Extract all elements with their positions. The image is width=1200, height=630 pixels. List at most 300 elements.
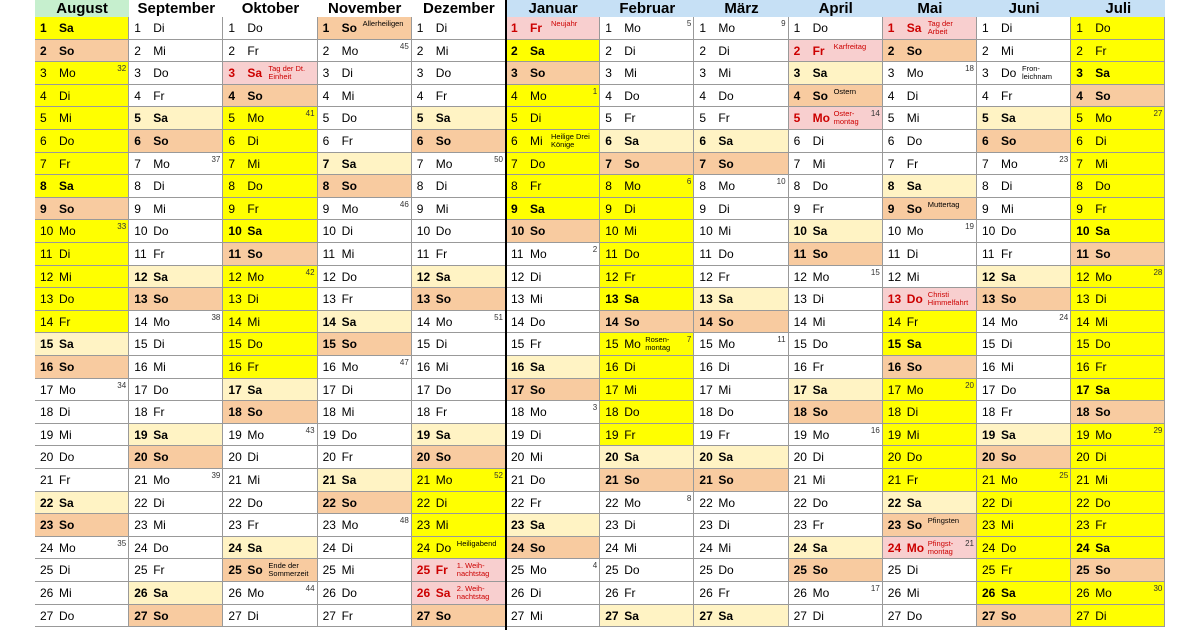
day-cell[interactable] bbox=[318, 605, 412, 628]
day-cell[interactable] bbox=[977, 333, 1071, 356]
day-cell[interactable] bbox=[600, 17, 694, 40]
day-cell[interactable] bbox=[883, 379, 977, 402]
day-cell[interactable] bbox=[35, 266, 129, 289]
day-cell[interactable] bbox=[506, 446, 600, 469]
day-cell[interactable] bbox=[412, 559, 506, 582]
day-cell[interactable] bbox=[506, 492, 600, 515]
day-cell[interactable] bbox=[129, 379, 223, 402]
day-cell[interactable] bbox=[789, 311, 883, 334]
day-cell[interactable] bbox=[318, 582, 412, 605]
day-cell[interactable] bbox=[129, 356, 223, 379]
day-cell[interactable] bbox=[977, 243, 1071, 266]
day-cell[interactable] bbox=[412, 379, 506, 402]
day-cell[interactable] bbox=[223, 198, 317, 221]
day-cell[interactable] bbox=[600, 605, 694, 628]
day-cell[interactable] bbox=[600, 85, 694, 108]
day-cell[interactable] bbox=[506, 266, 600, 289]
day-cell[interactable] bbox=[35, 153, 129, 176]
day-cell[interactable] bbox=[1071, 311, 1165, 334]
day-cell[interactable] bbox=[600, 62, 694, 85]
day-cell[interactable] bbox=[883, 424, 977, 447]
day-cell[interactable] bbox=[789, 401, 883, 424]
day-cell[interactable] bbox=[129, 401, 223, 424]
day-cell[interactable] bbox=[977, 469, 1071, 492]
day-cell[interactable] bbox=[694, 17, 788, 40]
day-cell[interactable] bbox=[883, 107, 977, 130]
day-cell[interactable] bbox=[977, 288, 1071, 311]
day-cell[interactable] bbox=[1071, 401, 1165, 424]
day-cell[interactable] bbox=[1071, 153, 1165, 176]
day-cell[interactable] bbox=[35, 424, 129, 447]
day-cell[interactable] bbox=[412, 85, 506, 108]
day-cell[interactable] bbox=[1071, 492, 1165, 515]
day-cell[interactable] bbox=[506, 220, 600, 243]
day-cell[interactable] bbox=[694, 605, 788, 628]
day-cell[interactable] bbox=[883, 288, 977, 311]
day-cell[interactable] bbox=[506, 605, 600, 628]
day-cell[interactable] bbox=[318, 446, 412, 469]
day-cell[interactable] bbox=[412, 356, 506, 379]
day-cell[interactable] bbox=[883, 243, 977, 266]
day-cell[interactable] bbox=[35, 537, 129, 560]
day-cell[interactable] bbox=[35, 107, 129, 130]
day-cell[interactable] bbox=[600, 288, 694, 311]
day-cell[interactable] bbox=[883, 333, 977, 356]
day-cell[interactable] bbox=[694, 288, 788, 311]
day-cell[interactable] bbox=[1071, 559, 1165, 582]
day-cell[interactable] bbox=[412, 605, 506, 628]
day-cell[interactable] bbox=[412, 243, 506, 266]
day-cell[interactable] bbox=[694, 107, 788, 130]
day-cell[interactable] bbox=[35, 559, 129, 582]
day-cell[interactable] bbox=[1071, 62, 1165, 85]
day-cell[interactable] bbox=[789, 514, 883, 537]
day-cell[interactable] bbox=[318, 311, 412, 334]
day-cell[interactable] bbox=[600, 107, 694, 130]
day-cell[interactable] bbox=[129, 605, 223, 628]
day-cell[interactable] bbox=[223, 266, 317, 289]
day-cell[interactable] bbox=[789, 379, 883, 402]
day-cell[interactable] bbox=[694, 85, 788, 108]
day-cell[interactable] bbox=[789, 288, 883, 311]
day-cell[interactable] bbox=[789, 333, 883, 356]
day-cell[interactable] bbox=[129, 220, 223, 243]
day-cell[interactable] bbox=[883, 537, 977, 560]
day-cell[interactable] bbox=[789, 537, 883, 560]
day-cell[interactable] bbox=[694, 175, 788, 198]
day-cell[interactable] bbox=[600, 40, 694, 63]
day-cell[interactable] bbox=[412, 107, 506, 130]
day-cell[interactable] bbox=[883, 175, 977, 198]
day-cell[interactable] bbox=[600, 153, 694, 176]
day-cell[interactable] bbox=[412, 492, 506, 515]
day-cell[interactable] bbox=[412, 130, 506, 153]
day-cell[interactable] bbox=[412, 266, 506, 289]
day-cell[interactable] bbox=[694, 62, 788, 85]
day-cell[interactable] bbox=[223, 492, 317, 515]
day-cell[interactable] bbox=[35, 17, 129, 40]
day-cell[interactable] bbox=[506, 469, 600, 492]
day-cell[interactable] bbox=[600, 379, 694, 402]
day-cell[interactable] bbox=[506, 288, 600, 311]
day-cell[interactable] bbox=[694, 424, 788, 447]
day-cell[interactable] bbox=[883, 356, 977, 379]
day-cell[interactable] bbox=[412, 446, 506, 469]
day-cell[interactable] bbox=[694, 333, 788, 356]
day-cell[interactable] bbox=[223, 469, 317, 492]
day-cell[interactable] bbox=[1071, 356, 1165, 379]
day-cell[interactable] bbox=[129, 424, 223, 447]
day-cell[interactable] bbox=[1071, 130, 1165, 153]
day-cell[interactable] bbox=[318, 401, 412, 424]
day-cell[interactable] bbox=[600, 130, 694, 153]
day-cell[interactable] bbox=[412, 582, 506, 605]
day-cell[interactable] bbox=[977, 198, 1071, 221]
day-cell[interactable] bbox=[412, 537, 506, 560]
day-cell[interactable] bbox=[412, 40, 506, 63]
day-cell[interactable] bbox=[694, 559, 788, 582]
day-cell[interactable] bbox=[789, 107, 883, 130]
day-cell[interactable] bbox=[35, 333, 129, 356]
day-cell[interactable] bbox=[789, 424, 883, 447]
day-cell[interactable] bbox=[789, 446, 883, 469]
day-cell[interactable] bbox=[318, 469, 412, 492]
day-cell[interactable] bbox=[35, 198, 129, 221]
day-cell[interactable] bbox=[412, 220, 506, 243]
day-cell[interactable] bbox=[506, 85, 600, 108]
day-cell[interactable] bbox=[35, 582, 129, 605]
day-cell[interactable] bbox=[600, 401, 694, 424]
day-cell[interactable] bbox=[883, 198, 977, 221]
day-cell[interactable] bbox=[506, 379, 600, 402]
day-cell[interactable] bbox=[694, 582, 788, 605]
day-cell[interactable] bbox=[977, 130, 1071, 153]
day-cell[interactable] bbox=[1071, 514, 1165, 537]
day-cell[interactable] bbox=[318, 266, 412, 289]
day-cell[interactable] bbox=[694, 130, 788, 153]
day-cell[interactable] bbox=[223, 220, 317, 243]
day-cell[interactable] bbox=[223, 356, 317, 379]
day-cell[interactable] bbox=[223, 446, 317, 469]
day-cell[interactable] bbox=[223, 130, 317, 153]
day-cell[interactable] bbox=[1071, 243, 1165, 266]
day-cell[interactable] bbox=[1071, 85, 1165, 108]
day-cell[interactable] bbox=[694, 220, 788, 243]
day-cell[interactable] bbox=[977, 85, 1071, 108]
day-cell[interactable] bbox=[129, 559, 223, 582]
day-cell[interactable] bbox=[35, 220, 129, 243]
day-cell[interactable] bbox=[600, 537, 694, 560]
day-cell[interactable] bbox=[789, 40, 883, 63]
day-cell[interactable] bbox=[412, 288, 506, 311]
day-cell[interactable] bbox=[35, 311, 129, 334]
day-cell[interactable] bbox=[318, 220, 412, 243]
day-cell[interactable] bbox=[977, 40, 1071, 63]
day-cell[interactable] bbox=[412, 311, 506, 334]
day-cell[interactable] bbox=[223, 559, 317, 582]
day-cell[interactable] bbox=[1071, 175, 1165, 198]
day-cell[interactable] bbox=[694, 243, 788, 266]
day-cell[interactable] bbox=[600, 582, 694, 605]
day-cell[interactable] bbox=[694, 514, 788, 537]
day-cell[interactable] bbox=[506, 559, 600, 582]
day-cell[interactable] bbox=[412, 62, 506, 85]
day-cell[interactable] bbox=[223, 401, 317, 424]
day-cell[interactable] bbox=[789, 492, 883, 515]
day-cell[interactable] bbox=[412, 17, 506, 40]
day-cell[interactable] bbox=[129, 266, 223, 289]
day-cell[interactable] bbox=[789, 220, 883, 243]
day-cell[interactable] bbox=[129, 333, 223, 356]
day-cell[interactable] bbox=[506, 537, 600, 560]
day-cell[interactable] bbox=[412, 333, 506, 356]
day-cell[interactable] bbox=[1071, 17, 1165, 40]
day-cell[interactable] bbox=[318, 40, 412, 63]
day-cell[interactable] bbox=[883, 40, 977, 63]
day-cell[interactable] bbox=[977, 153, 1071, 176]
day-cell[interactable] bbox=[600, 514, 694, 537]
day-cell[interactable] bbox=[789, 130, 883, 153]
day-cell[interactable] bbox=[977, 514, 1071, 537]
day-cell[interactable] bbox=[35, 175, 129, 198]
day-cell[interactable] bbox=[1071, 605, 1165, 628]
day-cell[interactable] bbox=[600, 198, 694, 221]
day-cell[interactable] bbox=[883, 266, 977, 289]
day-cell[interactable] bbox=[318, 130, 412, 153]
day-cell[interactable] bbox=[506, 17, 600, 40]
day-cell[interactable] bbox=[789, 559, 883, 582]
day-cell[interactable] bbox=[35, 379, 129, 402]
day-cell[interactable] bbox=[318, 288, 412, 311]
day-cell[interactable] bbox=[129, 446, 223, 469]
day-cell[interactable] bbox=[129, 311, 223, 334]
day-cell[interactable] bbox=[789, 266, 883, 289]
day-cell[interactable] bbox=[223, 175, 317, 198]
day-cell[interactable] bbox=[318, 153, 412, 176]
day-cell[interactable] bbox=[506, 130, 600, 153]
day-cell[interactable] bbox=[35, 62, 129, 85]
day-cell[interactable] bbox=[129, 17, 223, 40]
day-cell[interactable] bbox=[977, 492, 1071, 515]
day-cell[interactable] bbox=[1071, 379, 1165, 402]
day-cell[interactable] bbox=[977, 424, 1071, 447]
day-cell[interactable] bbox=[412, 198, 506, 221]
day-cell[interactable] bbox=[506, 107, 600, 130]
day-cell[interactable] bbox=[412, 175, 506, 198]
day-cell[interactable] bbox=[694, 446, 788, 469]
day-cell[interactable] bbox=[129, 243, 223, 266]
day-cell[interactable] bbox=[35, 514, 129, 537]
day-cell[interactable] bbox=[600, 311, 694, 334]
day-cell[interactable] bbox=[789, 62, 883, 85]
day-cell[interactable] bbox=[789, 243, 883, 266]
day-cell[interactable] bbox=[223, 40, 317, 63]
day-cell[interactable] bbox=[412, 401, 506, 424]
day-cell[interactable] bbox=[600, 175, 694, 198]
day-cell[interactable] bbox=[883, 559, 977, 582]
day-cell[interactable] bbox=[883, 17, 977, 40]
day-cell[interactable] bbox=[129, 469, 223, 492]
day-cell[interactable] bbox=[318, 243, 412, 266]
day-cell[interactable] bbox=[977, 266, 1071, 289]
day-cell[interactable] bbox=[35, 130, 129, 153]
day-cell[interactable] bbox=[129, 153, 223, 176]
day-cell[interactable] bbox=[223, 107, 317, 130]
day-cell[interactable] bbox=[883, 582, 977, 605]
day-cell[interactable] bbox=[412, 153, 506, 176]
day-cell[interactable] bbox=[883, 401, 977, 424]
day-cell[interactable] bbox=[789, 356, 883, 379]
day-cell[interactable] bbox=[506, 198, 600, 221]
day-cell[interactable] bbox=[35, 40, 129, 63]
day-cell[interactable] bbox=[412, 514, 506, 537]
day-cell[interactable] bbox=[977, 220, 1071, 243]
day-cell[interactable] bbox=[318, 175, 412, 198]
day-cell[interactable] bbox=[318, 333, 412, 356]
day-cell[interactable] bbox=[318, 379, 412, 402]
day-cell[interactable] bbox=[223, 311, 317, 334]
day-cell[interactable] bbox=[318, 85, 412, 108]
day-cell[interactable] bbox=[694, 401, 788, 424]
day-cell[interactable] bbox=[318, 107, 412, 130]
day-cell[interactable] bbox=[35, 356, 129, 379]
day-cell[interactable] bbox=[883, 492, 977, 515]
day-cell[interactable] bbox=[977, 379, 1071, 402]
day-cell[interactable] bbox=[506, 153, 600, 176]
day-cell[interactable] bbox=[694, 537, 788, 560]
day-cell[interactable] bbox=[883, 514, 977, 537]
day-cell[interactable] bbox=[35, 288, 129, 311]
day-cell[interactable] bbox=[1071, 469, 1165, 492]
day-cell[interactable] bbox=[223, 379, 317, 402]
day-cell[interactable] bbox=[129, 85, 223, 108]
day-cell[interactable] bbox=[506, 243, 600, 266]
day-cell[interactable] bbox=[789, 85, 883, 108]
day-cell[interactable] bbox=[223, 333, 317, 356]
day-cell[interactable] bbox=[600, 492, 694, 515]
day-cell[interactable] bbox=[223, 243, 317, 266]
day-cell[interactable] bbox=[600, 333, 694, 356]
day-cell[interactable] bbox=[35, 492, 129, 515]
day-cell[interactable] bbox=[1071, 582, 1165, 605]
day-cell[interactable] bbox=[694, 469, 788, 492]
day-cell[interactable] bbox=[1071, 198, 1165, 221]
day-cell[interactable] bbox=[223, 62, 317, 85]
day-cell[interactable] bbox=[977, 559, 1071, 582]
day-cell[interactable] bbox=[883, 153, 977, 176]
day-cell[interactable] bbox=[506, 311, 600, 334]
day-cell[interactable] bbox=[506, 40, 600, 63]
day-cell[interactable] bbox=[223, 537, 317, 560]
day-cell[interactable] bbox=[506, 333, 600, 356]
day-cell[interactable] bbox=[412, 424, 506, 447]
day-cell[interactable] bbox=[223, 17, 317, 40]
day-cell[interactable] bbox=[789, 582, 883, 605]
day-cell[interactable] bbox=[977, 401, 1071, 424]
day-cell[interactable] bbox=[129, 62, 223, 85]
day-cell[interactable] bbox=[129, 40, 223, 63]
day-cell[interactable] bbox=[506, 175, 600, 198]
day-cell[interactable] bbox=[223, 85, 317, 108]
day-cell[interactable] bbox=[883, 311, 977, 334]
day-cell[interactable] bbox=[1071, 333, 1165, 356]
day-cell[interactable] bbox=[318, 17, 412, 40]
day-cell[interactable] bbox=[600, 243, 694, 266]
day-cell[interactable] bbox=[129, 175, 223, 198]
day-cell[interactable] bbox=[35, 469, 129, 492]
day-cell[interactable] bbox=[789, 198, 883, 221]
day-cell[interactable] bbox=[883, 446, 977, 469]
day-cell[interactable] bbox=[35, 401, 129, 424]
day-cell[interactable] bbox=[35, 243, 129, 266]
day-cell[interactable] bbox=[129, 107, 223, 130]
day-cell[interactable] bbox=[694, 266, 788, 289]
day-cell[interactable] bbox=[223, 153, 317, 176]
day-cell[interactable] bbox=[600, 446, 694, 469]
day-cell[interactable] bbox=[1071, 446, 1165, 469]
day-cell[interactable] bbox=[318, 62, 412, 85]
day-cell[interactable] bbox=[1071, 266, 1165, 289]
day-cell[interactable] bbox=[129, 130, 223, 153]
day-cell[interactable] bbox=[129, 514, 223, 537]
day-cell[interactable] bbox=[977, 537, 1071, 560]
day-cell[interactable] bbox=[1071, 40, 1165, 63]
day-cell[interactable] bbox=[223, 288, 317, 311]
day-cell[interactable] bbox=[789, 17, 883, 40]
day-cell[interactable] bbox=[318, 356, 412, 379]
day-cell[interactable] bbox=[129, 492, 223, 515]
day-cell[interactable] bbox=[35, 605, 129, 628]
day-cell[interactable] bbox=[694, 356, 788, 379]
day-cell[interactable] bbox=[129, 288, 223, 311]
day-cell[interactable] bbox=[223, 582, 317, 605]
day-cell[interactable] bbox=[506, 424, 600, 447]
day-cell[interactable] bbox=[1071, 220, 1165, 243]
day-cell[interactable] bbox=[129, 537, 223, 560]
day-cell[interactable] bbox=[129, 582, 223, 605]
day-cell[interactable] bbox=[694, 198, 788, 221]
day-cell[interactable] bbox=[318, 514, 412, 537]
day-cell[interactable] bbox=[789, 605, 883, 628]
day-cell[interactable] bbox=[694, 492, 788, 515]
day-cell[interactable] bbox=[318, 492, 412, 515]
day-cell[interactable] bbox=[318, 424, 412, 447]
day-cell[interactable] bbox=[35, 85, 129, 108]
day-cell[interactable] bbox=[977, 311, 1071, 334]
day-cell[interactable] bbox=[883, 62, 977, 85]
day-cell[interactable] bbox=[223, 514, 317, 537]
day-cell[interactable] bbox=[977, 356, 1071, 379]
day-cell[interactable] bbox=[600, 266, 694, 289]
day-cell[interactable] bbox=[977, 582, 1071, 605]
day-cell[interactable] bbox=[789, 175, 883, 198]
day-cell[interactable] bbox=[35, 446, 129, 469]
day-cell[interactable] bbox=[506, 401, 600, 424]
day-cell[interactable] bbox=[506, 582, 600, 605]
day-cell[interactable] bbox=[318, 198, 412, 221]
day-cell[interactable] bbox=[977, 107, 1071, 130]
day-cell[interactable] bbox=[883, 220, 977, 243]
day-cell[interactable] bbox=[1071, 288, 1165, 311]
day-cell[interactable] bbox=[883, 85, 977, 108]
day-cell[interactable] bbox=[600, 356, 694, 379]
day-cell[interactable] bbox=[789, 153, 883, 176]
day-cell[interactable] bbox=[506, 514, 600, 537]
day-cell[interactable] bbox=[223, 424, 317, 447]
day-cell[interactable] bbox=[694, 379, 788, 402]
day-cell[interactable] bbox=[789, 469, 883, 492]
day-cell[interactable] bbox=[412, 469, 506, 492]
